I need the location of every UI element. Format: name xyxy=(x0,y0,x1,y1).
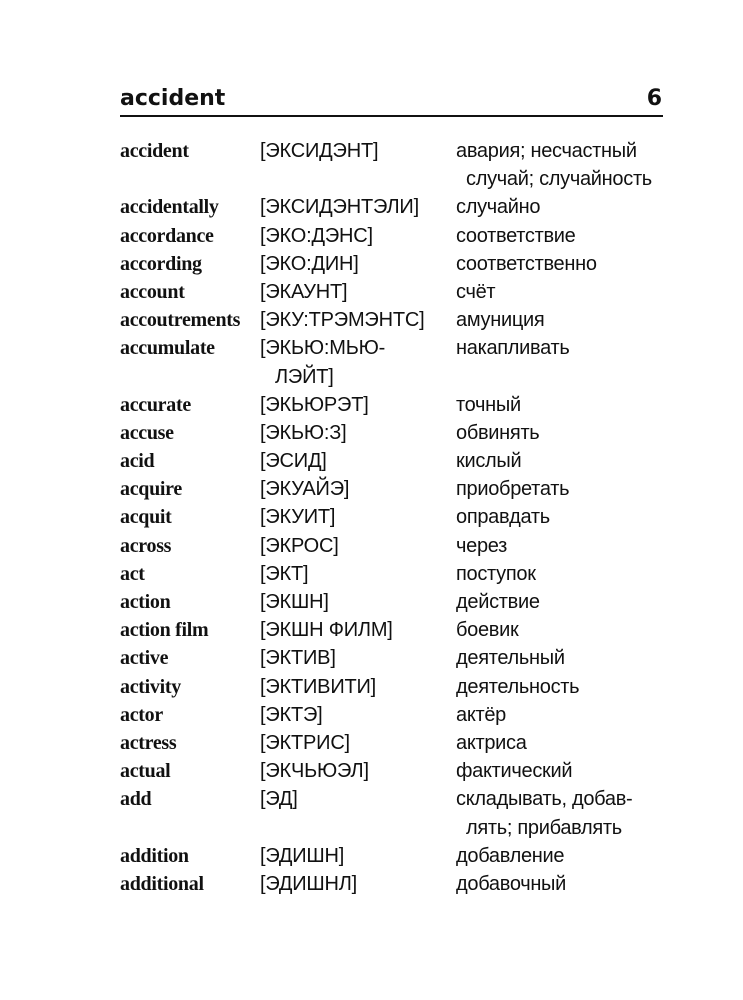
dictionary-entry xyxy=(120,842,680,870)
pronunciation-line: [ЭКТЭ] xyxy=(260,703,323,726)
pronunciation-line: [ЭКШН ФИЛМ] xyxy=(260,619,393,642)
translation-line: боевик xyxy=(456,619,519,642)
entry-translation xyxy=(456,729,527,757)
translation-line: кислый xyxy=(456,450,522,473)
entry-word: action film xyxy=(120,619,209,642)
entry-word: accoutrements xyxy=(120,309,241,332)
dictionary-entry xyxy=(120,503,680,531)
dictionary-entry xyxy=(120,673,680,701)
entry-pronunciation xyxy=(260,503,335,531)
entry-translation xyxy=(456,222,575,250)
entry-word: addition xyxy=(120,844,189,867)
entry-pronunciation xyxy=(260,250,359,278)
entry-word: across xyxy=(120,534,172,557)
pronunciation-line: [ЭКЬЮ:МЬЮ- xyxy=(260,337,386,360)
page-number: 6 xyxy=(646,86,662,111)
entry-pronunciation xyxy=(260,193,419,221)
entry-word: add xyxy=(120,788,152,811)
entry-word: additional xyxy=(120,872,204,895)
dictionary-entry xyxy=(120,532,680,560)
entry-word: actor xyxy=(120,703,163,726)
translation-line: деятельный xyxy=(456,647,565,670)
dictionary-entry xyxy=(120,870,680,898)
pronunciation-line: [ЭКЬЮ:З] xyxy=(260,421,347,444)
entry-pronunciation xyxy=(260,757,369,785)
pronunciation-line: [ЭКСИДЭНТЭЛИ] xyxy=(260,196,419,219)
translation-line: случайно xyxy=(456,196,541,219)
pronunciation-line: [ЭСИД] xyxy=(260,450,327,473)
translation-line: действие xyxy=(456,591,540,614)
entry-word: acid xyxy=(120,450,155,473)
header-rule xyxy=(120,115,663,117)
pronunciation-line: [ЭКУ:ТРЭМЭНТС] xyxy=(260,309,425,332)
translation-line: амуниция xyxy=(456,309,545,332)
dictionary-entry xyxy=(120,785,680,841)
translation-line: соответствие xyxy=(456,224,576,247)
pronunciation-line: [ЭД] xyxy=(260,788,298,811)
entry-translation xyxy=(456,391,521,419)
entry-translation xyxy=(456,137,652,193)
dictionary-entry xyxy=(120,729,680,757)
translation-line: точный xyxy=(456,393,521,416)
dictionary-entries xyxy=(120,137,680,898)
dictionary-entry xyxy=(120,475,680,503)
entry-word: active xyxy=(120,647,169,670)
translation-line: фактический xyxy=(456,760,573,783)
pronunciation-line: [ЭКО:ДИН] xyxy=(260,252,359,275)
entry-pronunciation xyxy=(260,701,323,729)
pronunciation-line: [ЭКТРИС] xyxy=(260,731,350,754)
entry-word: acquire xyxy=(120,478,182,501)
pronunciation-line: [ЭКРОС] xyxy=(260,534,339,557)
entry-word: actress xyxy=(120,731,177,754)
dictionary-entry xyxy=(120,447,680,475)
entry-translation xyxy=(456,306,544,334)
entry-pronunciation xyxy=(260,644,336,672)
pronunciation-line: [ЭКТ] xyxy=(260,562,309,585)
entry-pronunciation xyxy=(260,137,378,165)
dictionary-entry xyxy=(120,701,680,729)
entry-pronunciation xyxy=(260,306,424,334)
entry-translation xyxy=(456,475,569,503)
pronunciation-line: [ЭКАУНТ] xyxy=(260,280,348,303)
entry-translation xyxy=(456,588,540,616)
entry-translation xyxy=(456,250,597,278)
dictionary-entry xyxy=(120,419,680,447)
entry-translation xyxy=(456,532,507,560)
dictionary-entry xyxy=(120,193,680,221)
entry-word: accidentally xyxy=(120,196,219,219)
pronunciation-line: [ЭКШН] xyxy=(260,591,329,614)
entry-translation xyxy=(456,193,540,221)
entry-pronunciation xyxy=(260,391,369,419)
entry-pronunciation xyxy=(260,560,308,588)
pronunciation-line: [ЭКЬЮРЭТ] xyxy=(260,393,369,416)
entry-pronunciation xyxy=(260,729,350,757)
translation-line: авария; несчастный xyxy=(456,140,637,162)
pronunciation-line: [ЭКУИТ] xyxy=(260,506,336,529)
dictionary-entry xyxy=(120,560,680,588)
entry-word: activity xyxy=(120,675,181,698)
entry-translation xyxy=(456,673,579,701)
translation-line: складывать, добав- xyxy=(456,788,633,811)
entry-translation xyxy=(456,785,632,841)
entry-translation xyxy=(456,644,565,672)
dictionary-entry xyxy=(120,250,680,278)
entry-word: accurate xyxy=(120,393,191,416)
entry-translation xyxy=(456,842,564,870)
translation-line: поступок xyxy=(456,562,536,585)
entry-translation xyxy=(456,334,570,362)
entry-translation xyxy=(456,616,518,644)
dictionary-entry xyxy=(120,222,680,250)
entry-pronunciation xyxy=(260,588,329,616)
dictionary-entry xyxy=(120,391,680,419)
dictionary-entry xyxy=(120,588,680,616)
pronunciation-line: [ЭКТИВ] xyxy=(260,647,336,670)
entry-pronunciation xyxy=(260,419,347,447)
entry-word: accordance xyxy=(120,224,214,247)
dictionary-entry xyxy=(120,334,680,390)
dictionary-entry xyxy=(120,306,680,334)
entry-pronunciation xyxy=(260,870,357,898)
translation-line: приобретать xyxy=(456,478,570,501)
entry-word: actual xyxy=(120,760,171,783)
translation-continuation: лять; прибавлять xyxy=(466,816,622,839)
translation-line: накапливать xyxy=(456,337,570,360)
entry-translation xyxy=(456,503,550,531)
entry-translation xyxy=(456,278,495,306)
translation-line: соответственно xyxy=(456,252,597,275)
entry-word: account xyxy=(120,280,185,303)
translation-line: оправдать xyxy=(456,506,550,529)
translation-continuation: случай; случайность xyxy=(466,168,652,191)
entry-word: action xyxy=(120,591,171,614)
pronunciation-continuation: ЛЭЙТ] xyxy=(275,365,334,388)
translation-line: добавочный xyxy=(456,872,567,895)
entry-word: accumulate xyxy=(120,337,215,360)
pronunciation-line: [ЭДИШНЛ] xyxy=(260,872,358,895)
entry-translation xyxy=(456,419,539,447)
entry-translation xyxy=(456,870,566,898)
dictionary-entry xyxy=(120,278,680,306)
translation-line: актёр xyxy=(456,703,507,726)
pronunciation-line: [ЭКСИДЭНТ] xyxy=(260,140,379,162)
pronunciation-line: [ЭКТИВИТИ] xyxy=(260,675,377,698)
entry-word: accident xyxy=(120,140,189,162)
entry-pronunciation xyxy=(260,532,339,560)
entry-pronunciation xyxy=(260,616,393,644)
pronunciation-line: [ЭКЧЬЮЭЛ] xyxy=(260,760,369,783)
dictionary-entry xyxy=(120,137,680,193)
translation-line: добавление xyxy=(456,844,565,867)
entry-pronunciation xyxy=(260,334,385,390)
dictionary-entry xyxy=(120,644,680,672)
translation-line: актриса xyxy=(456,731,527,754)
entry-pronunciation xyxy=(260,222,373,250)
translation-line: деятельность xyxy=(456,675,580,698)
pronunciation-line: [ЭКО:ДЭНС] xyxy=(260,224,373,247)
translation-line: обвинять xyxy=(456,421,540,444)
entry-translation xyxy=(456,757,572,785)
running-headword: accident xyxy=(120,86,226,111)
entry-word: acquit xyxy=(120,506,172,529)
entry-pronunciation xyxy=(260,785,298,813)
dictionary-entry xyxy=(120,757,680,785)
entry-translation xyxy=(456,447,521,475)
entry-pronunciation xyxy=(260,673,376,701)
translation-line: через xyxy=(456,534,508,557)
dictionary-entry xyxy=(120,616,680,644)
entry-word: according xyxy=(120,252,202,275)
entry-word: accuse xyxy=(120,421,174,444)
pronunciation-line: [ЭКУАЙЭ] xyxy=(260,478,350,501)
entry-pronunciation xyxy=(260,475,349,503)
entry-translation xyxy=(456,701,506,729)
entry-pronunciation xyxy=(260,278,347,306)
entry-translation xyxy=(456,560,536,588)
entry-word: act xyxy=(120,562,145,585)
pronunciation-line: [ЭДИШН] xyxy=(260,844,345,867)
page-header xyxy=(120,86,662,114)
entry-pronunciation xyxy=(260,842,344,870)
entry-pronunciation xyxy=(260,447,327,475)
translation-line: счёт xyxy=(456,280,496,303)
